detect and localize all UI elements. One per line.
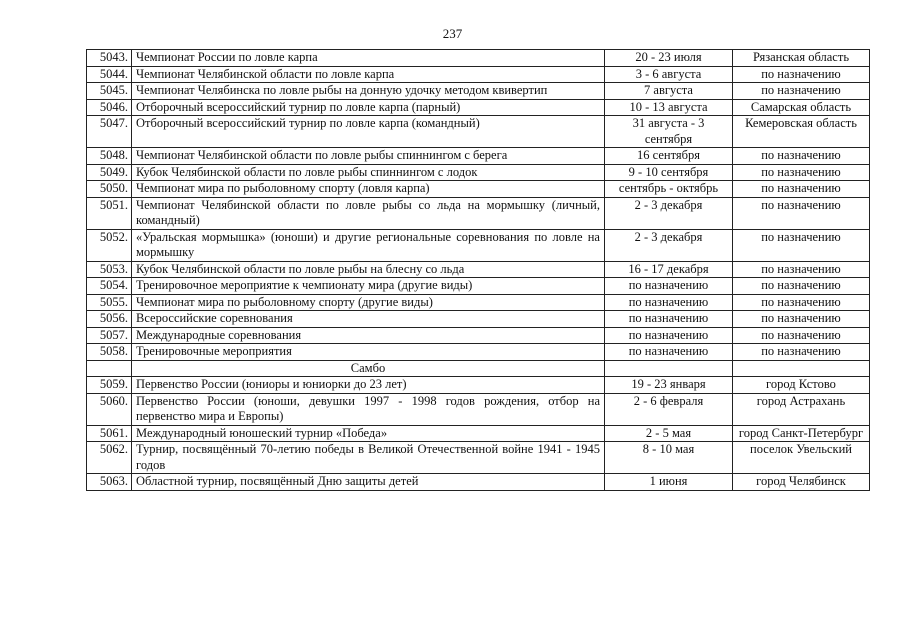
event-date: 2 - 3 декабря bbox=[605, 197, 733, 229]
event-name: Чемпионат Челябинской области по ловле рыбы со льда на мормышку (личный, командный) bbox=[132, 197, 605, 229]
event-date: по назначению bbox=[605, 278, 733, 295]
event-name: Отборочный всероссийский турнир по ловле карпа (командный) bbox=[132, 116, 605, 148]
event-place: по назначению bbox=[733, 311, 870, 328]
event-place: по назначению bbox=[733, 327, 870, 344]
events-table bbox=[86, 49, 870, 491]
table-row bbox=[87, 344, 870, 361]
event-place: по назначению bbox=[733, 278, 870, 295]
table-row bbox=[87, 261, 870, 278]
table-row bbox=[87, 311, 870, 328]
table-row bbox=[87, 99, 870, 116]
event-date: 19 - 23 января bbox=[605, 377, 733, 394]
row-number: 5062. bbox=[87, 442, 132, 474]
event-name: Кубок Челябинской области по ловле рыбы на блесну со льда bbox=[132, 261, 605, 278]
row-number: 5048. bbox=[87, 148, 132, 165]
table-row bbox=[87, 50, 870, 67]
event-name: Международные соревнования bbox=[132, 327, 605, 344]
table-row bbox=[87, 294, 870, 311]
table-row bbox=[87, 377, 870, 394]
row-number: 5049. bbox=[87, 164, 132, 181]
event-place: по назначению bbox=[733, 83, 870, 100]
row-number: 5055. bbox=[87, 294, 132, 311]
event-date: 10 - 13 августа bbox=[605, 99, 733, 116]
table-row bbox=[87, 442, 870, 474]
event-date: по назначению bbox=[605, 294, 733, 311]
row-number: 5051. bbox=[87, 197, 132, 229]
event-date: по назначению bbox=[605, 311, 733, 328]
table-row bbox=[87, 393, 870, 425]
row-number: 5053. bbox=[87, 261, 132, 278]
event-place: по назначению bbox=[733, 197, 870, 229]
section-date-cell bbox=[605, 360, 733, 377]
row-number: 5046. bbox=[87, 99, 132, 116]
event-name: Отборочный всероссийский турнир по ловле карпа (парный) bbox=[132, 99, 605, 116]
event-date: 8 - 10 мая bbox=[605, 442, 733, 474]
event-date: 2 - 6 февраля bbox=[605, 393, 733, 425]
event-place: Самарская область bbox=[733, 99, 870, 116]
table-row bbox=[87, 116, 870, 148]
table-row bbox=[87, 278, 870, 295]
row-number: 5059. bbox=[87, 377, 132, 394]
table-row bbox=[87, 148, 870, 165]
row-number: 5045. bbox=[87, 83, 132, 100]
row-number: 5052. bbox=[87, 229, 132, 261]
table-row bbox=[87, 197, 870, 229]
row-number: 5058. bbox=[87, 344, 132, 361]
event-name: Международный юношеский турнир «Победа» bbox=[132, 425, 605, 442]
event-name: Первенство России (юноши, девушки 1997 - 1998 годов рождения, отбор на первенство мира и Европы) bbox=[132, 393, 605, 425]
row-number: 5044. bbox=[87, 66, 132, 83]
event-place: город Астрахань bbox=[733, 393, 870, 425]
table-row bbox=[87, 66, 870, 83]
event-name: Кубок Челябинской области по ловле рыбы спиннингом с лодок bbox=[132, 164, 605, 181]
event-date: 7 августа bbox=[605, 83, 733, 100]
row-number: 5060. bbox=[87, 393, 132, 425]
event-place: по назначению bbox=[733, 181, 870, 198]
event-date: по назначению bbox=[605, 344, 733, 361]
page-number: 237 bbox=[442, 26, 463, 41]
section-number-cell bbox=[87, 360, 132, 377]
section-label: Самбо bbox=[132, 360, 605, 377]
event-date: 1 июня bbox=[605, 474, 733, 491]
event-date: 2 - 3 декабря bbox=[605, 229, 733, 261]
event-name: Чемпионат Челябинской области по ловле карпа bbox=[132, 66, 605, 83]
event-date: 16 - 17 декабря bbox=[605, 261, 733, 278]
row-number: 5061. bbox=[87, 425, 132, 442]
section-header-row bbox=[87, 360, 870, 377]
event-name: «Уральская мормышка» (юноши) и другие региональные соревнования по ловле на мормышку bbox=[132, 229, 605, 261]
event-place: Рязанская область bbox=[733, 50, 870, 67]
event-name: Всероссийские соревнования bbox=[132, 311, 605, 328]
event-place: по назначению bbox=[733, 229, 870, 261]
event-name: Областной турнир, посвящённый Дню защиты детей bbox=[132, 474, 605, 491]
row-number: 5047. bbox=[87, 116, 132, 148]
section-place-cell bbox=[733, 360, 870, 377]
event-date: 20 - 23 июля bbox=[605, 50, 733, 67]
event-name: Чемпионат России по ловле карпа bbox=[132, 50, 605, 67]
event-place: город Санкт-Петербург bbox=[733, 425, 870, 442]
row-number: 5063. bbox=[87, 474, 132, 491]
event-date: по назначению bbox=[605, 327, 733, 344]
event-date: 3 - 6 августа bbox=[605, 66, 733, 83]
row-number: 5043. bbox=[87, 50, 132, 67]
event-place: по назначению bbox=[733, 344, 870, 361]
table-row bbox=[87, 181, 870, 198]
table-row bbox=[87, 474, 870, 491]
event-name: Тренировочное мероприятие к чемпионату мира (другие виды) bbox=[132, 278, 605, 295]
row-number: 5057. bbox=[87, 327, 132, 344]
event-date: сентябрь - октябрь bbox=[605, 181, 733, 198]
event-place: по назначению bbox=[733, 164, 870, 181]
event-name: Чемпионат Челябинской области по ловле рыбы спиннингом с берега bbox=[132, 148, 605, 165]
event-date: 16 сентября bbox=[605, 148, 733, 165]
event-name: Чемпионат мира по рыболовному спорту (другие виды) bbox=[132, 294, 605, 311]
event-name: Тренировочные мероприятия bbox=[132, 344, 605, 361]
table-row bbox=[87, 83, 870, 100]
event-place: Кемеровская область bbox=[733, 116, 870, 148]
event-name: Чемпионат Челябинска по ловле рыбы на донную удочку методом квивертип bbox=[132, 83, 605, 100]
table-row bbox=[87, 164, 870, 181]
row-number: 5050. bbox=[87, 181, 132, 198]
event-place: город Челябинск bbox=[733, 474, 870, 491]
row-number: 5056. bbox=[87, 311, 132, 328]
table-row bbox=[87, 327, 870, 344]
table-row bbox=[87, 229, 870, 261]
event-place: по назначению bbox=[733, 148, 870, 165]
event-name: Чемпионат мира по рыболовному спорту (ловля карпа) bbox=[132, 181, 605, 198]
table-row bbox=[87, 425, 870, 442]
event-name: Турнир, посвящённый 70-летию победы в Великой Отечественной войне 1941 - 1945 годов bbox=[132, 442, 605, 474]
event-date: 9 - 10 сентября bbox=[605, 164, 733, 181]
event-place: по назначению bbox=[733, 261, 870, 278]
event-place: по назначению bbox=[733, 294, 870, 311]
event-date: 2 - 5 мая bbox=[605, 425, 733, 442]
row-number: 5054. bbox=[87, 278, 132, 295]
event-place: город Кстово bbox=[733, 377, 870, 394]
event-date: 31 августа - 3 сентября bbox=[605, 116, 733, 148]
event-place: по назначению bbox=[733, 66, 870, 83]
event-place: поселок Увельский bbox=[733, 442, 870, 474]
event-name: Первенство России (юниоры и юниорки до 23 лет) bbox=[132, 377, 605, 394]
